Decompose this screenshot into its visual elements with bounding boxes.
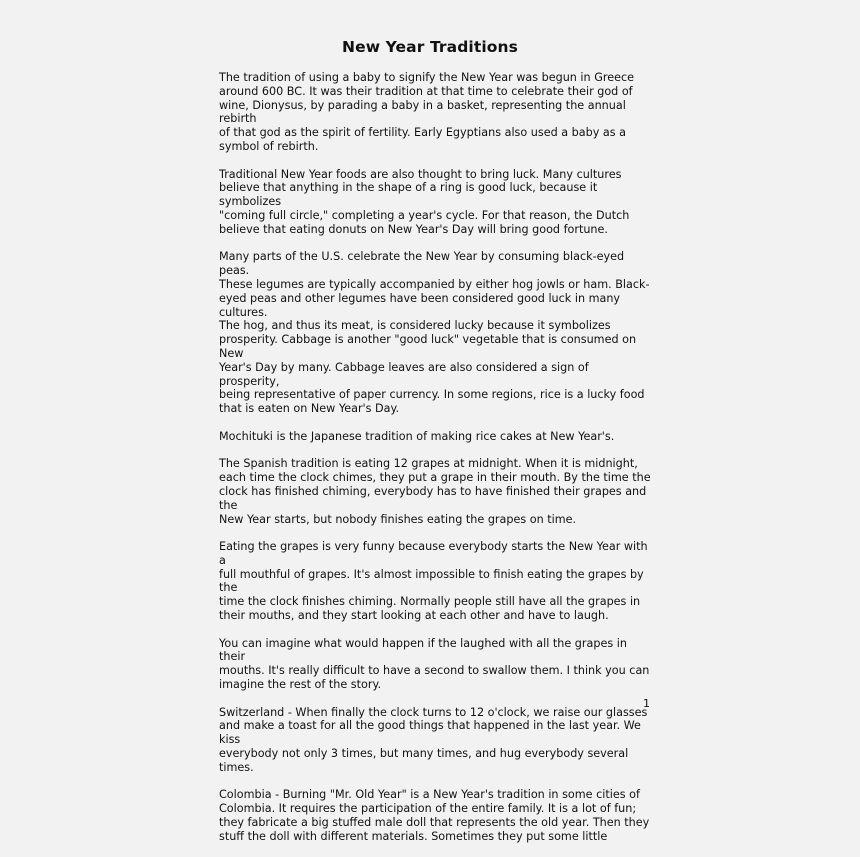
paragraph-colombia: Colombia - Burning "Mr. Old Year" is a New Year's tradition in some cities of Colombia. It requires the participation of the entire family. It is a lot of fun; they fabricate a big stuffed male doll that represents the old year. Then they stuff the doll with different materials. Sometimes they put some little	[219, 788, 650, 843]
paragraph-baby-tradition: The tradition of using a baby to signify the New Year was begun in Greece around 600 BC. It was their tradition at that time to celebrate their god of wine, Dionysus, by parading a baby in a basket, representing the annual rebirth of that god as the spirit of fertility. Early Egyptians also used a baby as a symbol of rebirth.	[219, 71, 635, 153]
document-body	[219, 71, 651, 857]
paragraph-switzerland: Switzerland - When finally the clock turns to 12 o'clock, we raise our glasses and make a toast for all the good things that happened in the last year. We kiss everybody not only 3 times, but many times, and hug everybody several times.	[219, 705, 648, 774]
page-number: 1	[643, 697, 650, 710]
paragraph-spanish-grapes: The Spanish tradition is eating 12 grapes at midnight. When it is midnight, each time the clock chimes, they put a grape in their mouth. By the time the clock has finished chiming, everybody has to have finished their grapes and the New Year starts, but nobody finishes eating the grapes on time.	[219, 457, 651, 526]
paragraph-mochituki: Mochituki is the Japanese tradition of making rice cakes at New Year's.	[219, 429, 615, 443]
paragraph-eating-grapes: Eating the grapes is very funny because everybody starts the New Year with a full mouthful of grapes. It's almost impossible to finish eating the grapes by the time the clock finishes chiming. Normally people still have all the grapes in their mouths, and they start looking at each other and have to laugh.	[219, 540, 648, 623]
paragraph-lucky-foods: Traditional New Year foods are also thought to bring luck. Many cultures believe that anything in the shape of a ring is good luck, because it symbolizes "coming full circle," completing a year's cycle. For that reason, the Dutch believe that eating donuts on New Year's Day will bring good fortune.	[219, 167, 630, 236]
paragraph-imagine: You can imagine what would happen if the laughed with all the grapes in their mouths. It's really difficult to have a second to swallow them. I think you can imagine the rest of the story.	[219, 636, 650, 692]
document-title: New Year Traditions	[342, 38, 518, 56]
paragraph-black-eyed-peas: Many parts of the U.S. celebrate the New Year by consuming black-eyed peas. These legumes are typically accompanied by either hog jowls or ham. Black- eyed peas and other legumes have been considered good luck in many cultures. The hog, and thus its meat, is considered lucky because it symbolizes prosperity. Cabbage is another "good luck" vegetable that is consumed on New Year's Day by many. Cabbage leaves are also considered a sign of prosperity, being representative of paper currency. In some regions, rice is a lucky food that is eaten on New Year's Day.	[219, 250, 650, 416]
